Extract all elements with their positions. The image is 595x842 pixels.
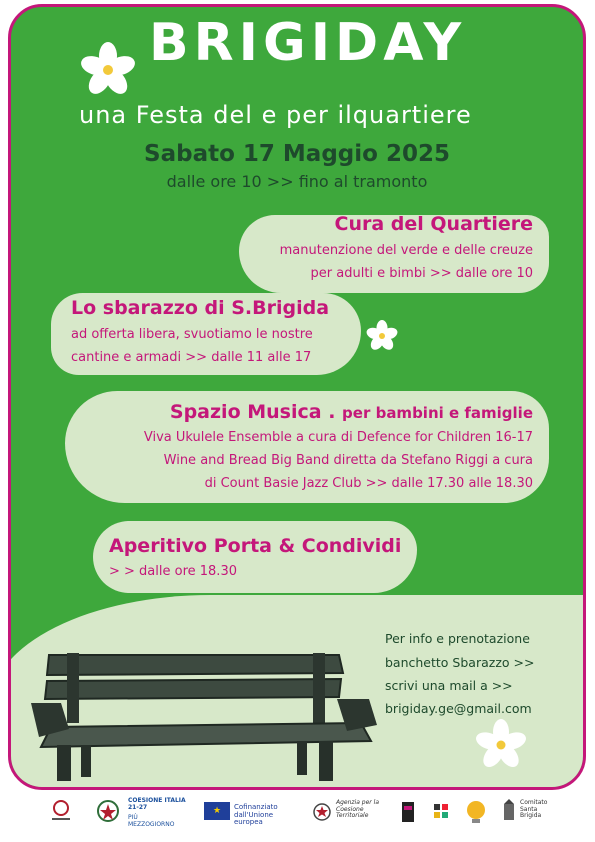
lightbulb-logo xyxy=(464,798,488,828)
comitato-text: Comitato Santa Brigida xyxy=(520,799,548,820)
musica-line-2: Wine and Bread Big Band diretta da Stefano Riggi a cura xyxy=(163,453,533,468)
musica-title-suffix: per bambini e famiglie xyxy=(342,404,533,422)
eu-logo xyxy=(204,798,304,828)
agenzia-text: Agenzia per la Coesione Territoriale xyxy=(336,799,380,820)
event-date: Sabato 17 Maggio 2025 xyxy=(144,141,450,167)
partner-logo xyxy=(400,798,416,828)
coesione-logo xyxy=(128,798,186,828)
flower-icon xyxy=(365,319,399,353)
partner-logo xyxy=(432,798,456,828)
info-line-2: banchetto Sbarazzo >> xyxy=(385,655,535,670)
sbarazzo-line-2: cantine e armadi >> dalle 11 alle 17 xyxy=(71,350,312,365)
info-line-1: Per info e prenotazione xyxy=(385,631,530,646)
section-aperitivo xyxy=(93,521,417,593)
cura-line-1: manutenzione del verde e delle creuze xyxy=(279,243,533,258)
poster-frame xyxy=(8,4,586,790)
musica-title xyxy=(170,401,533,423)
sbarazzo-title: Lo sbarazzo di S.Brigida xyxy=(71,297,330,319)
aperitivo-line-1: > > dalle ore 18.30 xyxy=(109,564,237,579)
info-email[interactable]: brigiday.ge@gmail.com xyxy=(385,701,532,716)
eu-text: Cofinanziato dall'Unione europea xyxy=(234,803,278,827)
flower-icon xyxy=(79,41,137,99)
cura-line-2: per adulti e bimbi >> dalle ore 10 xyxy=(310,266,533,281)
event-subtitle: una Festa del e per ilquartiere xyxy=(79,101,472,129)
aperitivo-title: Aperitivo Porta & Condividi xyxy=(109,535,402,557)
coesione-sub: PIÙ MEZZOGIORNO xyxy=(128,814,175,828)
event-title: BRIGIDAY xyxy=(149,13,467,73)
coesione-text: COESIONE ITALIA 21-27 xyxy=(128,797,186,811)
musica-title-main: Spazio Musica . xyxy=(169,401,336,423)
event-hours: dalle ore 10 >> fino al tramonto xyxy=(166,172,428,191)
musica-line-3: di Count Basie Jazz Club >> dalle 17.30 alle 18.30 xyxy=(204,476,533,491)
info-line-3: scrivi una mail a >> xyxy=(385,678,513,693)
comune-logo xyxy=(44,798,78,828)
bench-image xyxy=(21,645,381,785)
sponsor-footer xyxy=(0,790,595,842)
cura-title: Cura del Quartiere xyxy=(334,213,533,235)
musica-line-1: Viva Ukulele Ensemble a cura di Defence for Children 16-17 xyxy=(143,430,533,445)
agenzia-emblem xyxy=(312,798,332,828)
flower-icon xyxy=(475,719,527,771)
sbarazzo-line-1: ad offerta libera, svuotiamo le nostre xyxy=(71,327,313,342)
comitato-emblem xyxy=(500,798,518,828)
eu-flag-icon: ★ xyxy=(204,802,230,820)
repubblica-emblem xyxy=(96,798,120,828)
